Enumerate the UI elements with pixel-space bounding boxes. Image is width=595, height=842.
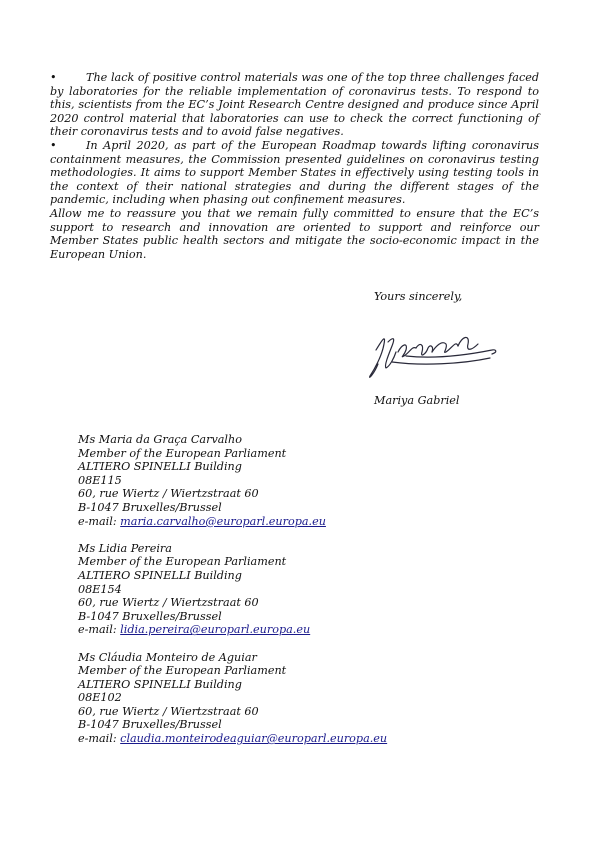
- recipient-building: ALTIERO SPINELLI Building: [78, 677, 242, 691]
- recipient-role: Member of the European Parliament: [78, 555, 287, 569]
- closing-salutation: Yours sincerely,: [374, 290, 463, 303]
- recipient-city: B-1047 Bruxelles/Brussel: [78, 500, 222, 514]
- recipient-block: [78, 433, 548, 528]
- recipient-office: 08E115: [78, 473, 122, 487]
- email-link[interactable]: maria.carvalho@europarl.europa.eu: [120, 514, 326, 528]
- email-label: e-mail:: [78, 514, 121, 528]
- recipient-email-line: [78, 623, 548, 637]
- closing-paragraph: Allow me to reassure you that we remain fully committed to ensure that the EC’s support to research and innovation are oriented to support and reinforce our Member States public health sectors and mitigate the socio-economic impact in the European Union.: [50, 206, 539, 261]
- recipient-city: B-1047 Bruxelles/Brussel: [78, 718, 222, 732]
- recipient-city: B-1047 Bruxelles/Brussel: [78, 609, 222, 623]
- bullet-text-1: The lack of positive control materials was one of the top three challenges faced by laboratories for the reliable implementation of coronavirus tests. To respond to this, scientists from the EC’s Joint Research Centre designed and produce since April 2020 control material that laboratories can use to check the correct functioning of their coronavirus tests and to avoid false negatives.: [50, 71, 539, 139]
- bullet-text-2: In April 2020, as part of the European Roadmap towards lifting coronavirus containment measures, the Commission presented guidelines on coronavirus testing methodologies. It aims to support Member States in effectively using testing tools in the context of their national strategies and during the different stages of the pandemic, including when phasing out confinement measures.: [50, 138, 539, 207]
- recipient-role: Member of the European Parliament: [78, 664, 287, 678]
- recipient-email-line: [78, 515, 548, 529]
- recipient-list: [78, 433, 548, 759]
- recipient-email-line: [78, 732, 548, 746]
- email-link[interactable]: lidia.pereira@europarl.europa.eu: [120, 623, 311, 637]
- bullet-paragraph-1: [50, 71, 539, 139]
- recipient-building: ALTIERO SPINELLI Building: [78, 568, 242, 582]
- recipient-block: [78, 651, 548, 746]
- signature-icon: [362, 322, 502, 384]
- signer-name: Mariya Gabriel: [374, 394, 460, 407]
- recipient-building: ALTIERO SPINELLI Building: [78, 460, 242, 474]
- recipient-office: 08E154: [78, 582, 122, 596]
- bullet-icon: •: [50, 71, 57, 84]
- recipient-office: 08E102: [78, 691, 122, 705]
- bullet-paragraph-2: [50, 139, 539, 207]
- email-label: e-mail:: [78, 732, 121, 746]
- letter-body: [50, 71, 539, 261]
- email-label: e-mail:: [78, 623, 121, 637]
- recipient-name: Ms Cláudia Monteiro de Aguiar: [78, 650, 257, 664]
- recipient-street: 60, rue Wiertz / Wiertzstraat 60: [78, 596, 259, 610]
- recipient-name: Ms Lidia Pereira: [78, 541, 172, 555]
- recipient-street: 60, rue Wiertz / Wiertzstraat 60: [78, 487, 259, 501]
- recipient-street: 60, rue Wiertz / Wiertzstraat 60: [78, 704, 259, 718]
- recipient-name: Ms Maria da Graça Carvalho: [78, 433, 242, 446]
- email-link[interactable]: claudia.monteirodeaguiar@europarl.europa.eu: [120, 732, 388, 746]
- recipient-block: [78, 542, 548, 637]
- bullet-icon: •: [50, 138, 57, 152]
- recipient-role: Member of the European Parliament: [78, 446, 287, 460]
